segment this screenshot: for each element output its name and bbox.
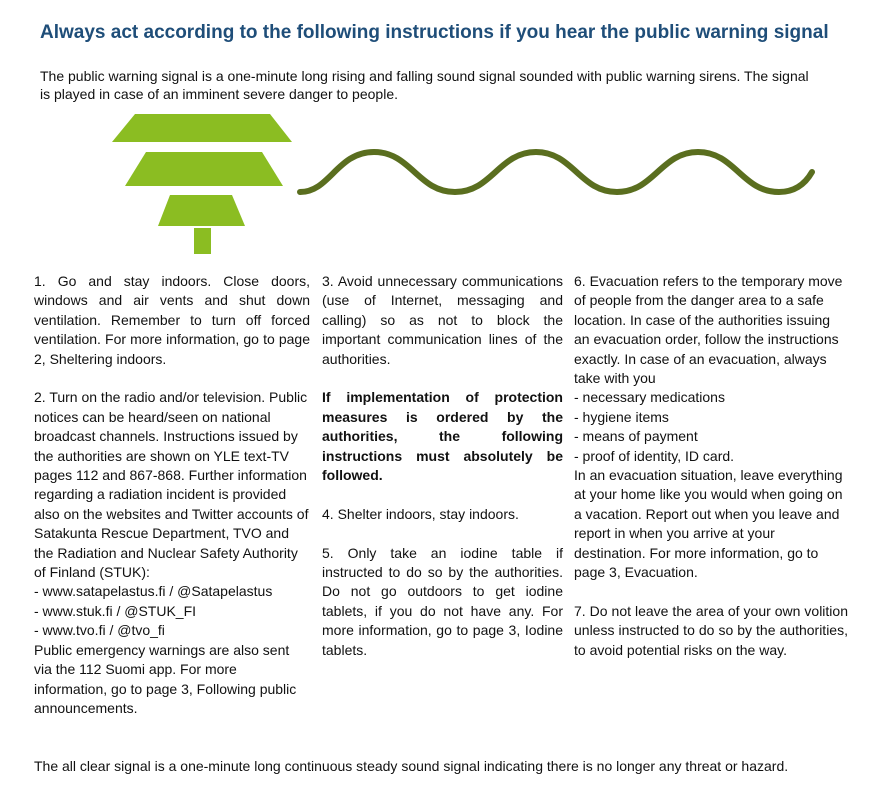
instruction-6: 6. Evacuation refers to the temporary move of people from the danger area to a safe location. In case of the authorities issuing an evacuation order, follow the instructions exactly. In case of an evacuation, always take with you — [574, 273, 843, 387]
take-item-medications: - necessary medications — [574, 389, 725, 406]
column-left — [34, 272, 310, 718]
intro-text: The public warning signal is a one-minute long rising and falling sound signal sounded with public warning sirens. The signal is played in case of an imminent severe danger to people. — [40, 68, 809, 102]
instruction-6-end: In an evacuation situation, leave everything at your home like you would when going on a vacation. Report out when you leave and report in when you arrive at your destination. For more information, go to page 3, Evacuation. — [574, 467, 843, 581]
instruction-2-end: Public emergency warnings are also sent via the 112 Suomi app. For more information, go to page 3, Following public announcements. — [34, 641, 297, 716]
link-satapelastus: - www.satapelastus.fi / @Satapelastus — [34, 583, 273, 600]
page-title: Always act according to the following instructions if you hear the public warning signal — [40, 22, 829, 43]
take-item-hygiene: - hygiene items — [574, 408, 669, 425]
rising-falling-wave-icon — [300, 152, 812, 192]
siren-tree-icon — [112, 114, 292, 254]
column-middle — [322, 272, 563, 660]
instruction-7: 7. Do not leave the area of your own volition unless instructed to do so by the authorities, to avoid potential risks on the way. — [574, 602, 848, 658]
link-stuk: - www.stuk.fi / @STUK_FI — [34, 602, 197, 619]
instruction-2: 2. Turn on the radio and/or television. Public notices can be heard/seen on national broadcast channels. Instructions issued by the authorities are shown on YLE text-TV pages 112 and 867-868. Further information regarding a radiation incident is provided also on the websites and Twitter accounts of Satakunta Rescue Department, TVO and the Radiation and Nuclear Safety Authority of Finland (STUK): — [34, 389, 309, 581]
instruction-1: 1. Go and stay indoors. Close doors, windows and air vents and shut down ventilation. Remember to turn off forced ventilation. For more information, go to page 2, Sheltering indoors. — [34, 273, 310, 367]
link-tvo: - www.tvo.fi / @tvo_fi — [34, 622, 165, 639]
column-right — [574, 272, 848, 660]
bold-notice: If implementation of protection measures is ordered by the authorities, the following instructions must absolutely be followed. — [322, 389, 563, 484]
all-clear-text: The all clear signal is a one-minute long continuous steady sound signal indicating there is no longer any threat or hazard. — [34, 758, 789, 774]
take-item-payment: - means of payment — [574, 428, 698, 445]
warning-signal-graphic — [0, 100, 870, 260]
instruction-3: 3. Avoid unnecessary communications (use of Internet, messaging and calling) so as not to block the important communication lines of the authorities. — [322, 273, 563, 367]
take-item-id: - proof of identity, ID card. — [574, 447, 735, 464]
instruction-5: 5. Only take an iodine table if instructed to do so by the authorities. Do not go outdoors to get iodine tablets, if you do not have any. For more information, go to page 3, Iodine tablets. — [322, 544, 563, 658]
instruction-4: 4. Shelter indoors, stay indoors. — [322, 505, 519, 522]
